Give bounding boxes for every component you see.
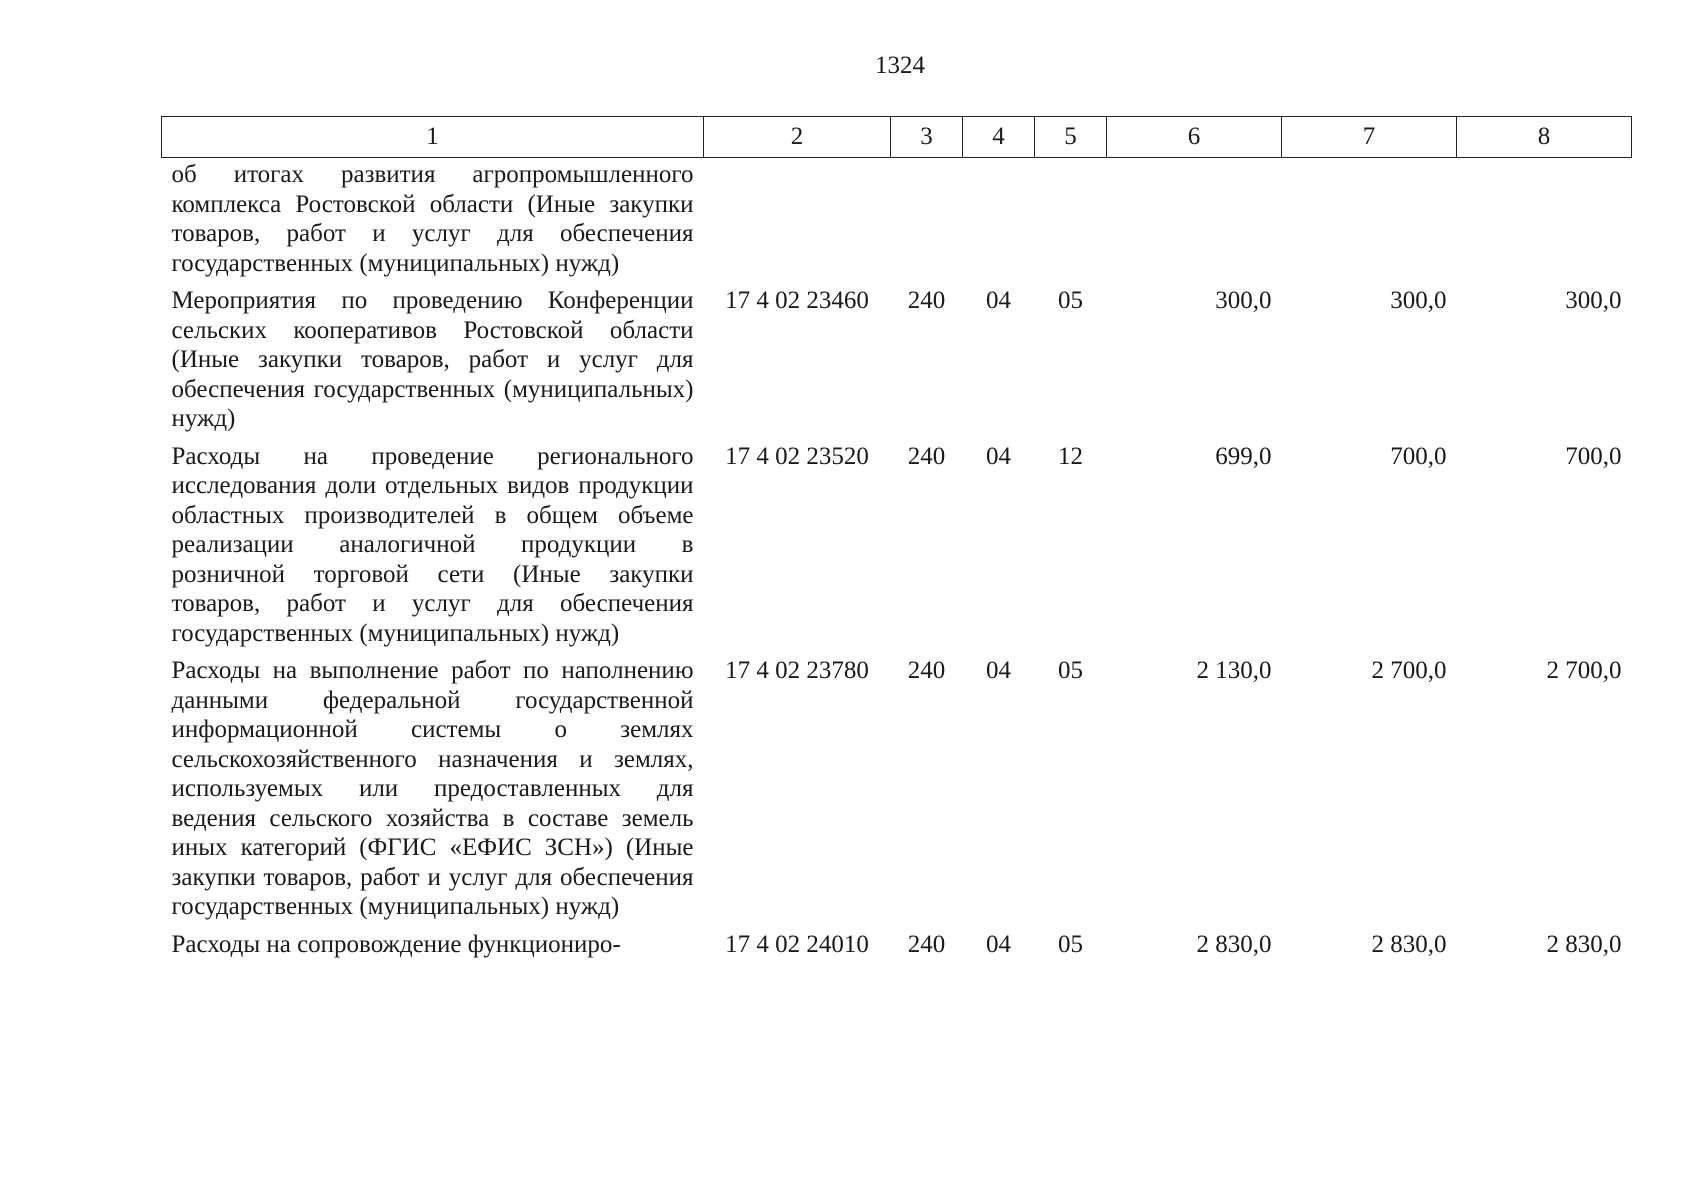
page-number: 1324 xyxy=(875,52,925,79)
row-description: Мероприятия по проведению Конференции сельских кооперативов Ростовской области (Иные закупки товаров, работ и услуг для обеспечения государственных (муниципальных) нужд) xyxy=(171,287,694,432)
row-description: об итогах развития агропромышленного комплекса Ростовской области (Иные закупки товаров, работ и услуг для обеспечения государственных (муниципальных) нужд) xyxy=(171,161,694,277)
row-pr: 05 xyxy=(1058,930,1083,958)
header-col-1: 1 xyxy=(162,117,704,158)
header-col-5: 5 xyxy=(1035,117,1107,158)
row-code: 17 4 02 23520 xyxy=(725,442,869,470)
budget-table xyxy=(161,116,1632,967)
row-value-col7: 700,0 xyxy=(1390,442,1447,470)
row-vr xyxy=(891,158,963,287)
row-description: Расходы на сопровождение функциониро- xyxy=(171,930,621,958)
row-description: Расходы на выполнение работ по наполнению данными федеральной государственной информационной системы о землях сельскохозяйственного назначения и землях, используемых или предоставленных для ведения сельского хозяйства в составе земель иных категорий (ФГИС «ЕФИС ЗСН») (Иные закупки товаров, работ и услуг для обеспечения государственных (муниципальных) нужд) xyxy=(171,657,694,920)
row-pr xyxy=(1035,158,1107,287)
header-col-2: 2 xyxy=(704,117,891,158)
table-row xyxy=(162,158,1632,287)
table-row xyxy=(162,286,1632,442)
row-value-col8: 2 830,0 xyxy=(1546,930,1622,958)
row-rz xyxy=(963,158,1035,287)
row-description: Расходы на проведение регионального исследования доли отдельных видов продукции областных производителей в общем объеме реализации аналогичной продукции в розничной торговой сети (Иные закупки товаров, работ и услуг для обеспечения государственных (муниципальных) нужд) xyxy=(171,442,694,647)
table-header-row xyxy=(162,117,1632,158)
row-value-col7 xyxy=(1282,158,1457,287)
row-pr: 12 xyxy=(1058,442,1083,470)
row-rz: 04 xyxy=(986,657,1011,684)
row-pr: 05 xyxy=(1058,657,1083,684)
row-value-col8 xyxy=(1457,158,1632,287)
table-row xyxy=(162,442,1632,657)
row-value-col7: 2 830,0 xyxy=(1371,930,1447,958)
table-row xyxy=(162,656,1632,930)
row-code: 17 4 02 23780 xyxy=(725,657,869,684)
row-pr: 05 xyxy=(1058,287,1083,314)
row-code xyxy=(704,158,891,287)
header-col-7: 7 xyxy=(1282,117,1457,158)
row-rz: 04 xyxy=(986,930,1011,958)
row-value-col6: 300,0 xyxy=(1215,287,1272,314)
row-value-col8: 300,0 xyxy=(1565,287,1622,314)
header-col-4: 4 xyxy=(963,117,1035,158)
header-col-3: 3 xyxy=(891,117,963,158)
table-row xyxy=(162,930,1632,968)
row-value-col6: 2 130,0 xyxy=(1196,657,1272,684)
row-code: 17 4 02 24010 xyxy=(725,930,869,958)
header-col-8: 8 xyxy=(1457,117,1632,158)
row-value-col6 xyxy=(1107,158,1282,287)
row-vr: 240 xyxy=(907,442,946,470)
row-rz: 04 xyxy=(986,287,1011,314)
row-value-col6: 699,0 xyxy=(1215,442,1272,470)
row-code: 17 4 02 23460 xyxy=(725,287,869,314)
header-col-6: 6 xyxy=(1107,117,1282,158)
row-value-col7: 2 700,0 xyxy=(1371,657,1447,684)
row-value-col7: 300,0 xyxy=(1390,287,1447,314)
row-vr: 240 xyxy=(907,657,946,684)
row-value-col6: 2 830,0 xyxy=(1196,930,1272,958)
row-vr: 240 xyxy=(907,930,946,958)
row-value-col8: 700,0 xyxy=(1565,442,1622,470)
row-rz: 04 xyxy=(986,442,1011,470)
row-value-col8: 2 700,0 xyxy=(1546,657,1622,684)
row-vr: 240 xyxy=(907,287,946,314)
